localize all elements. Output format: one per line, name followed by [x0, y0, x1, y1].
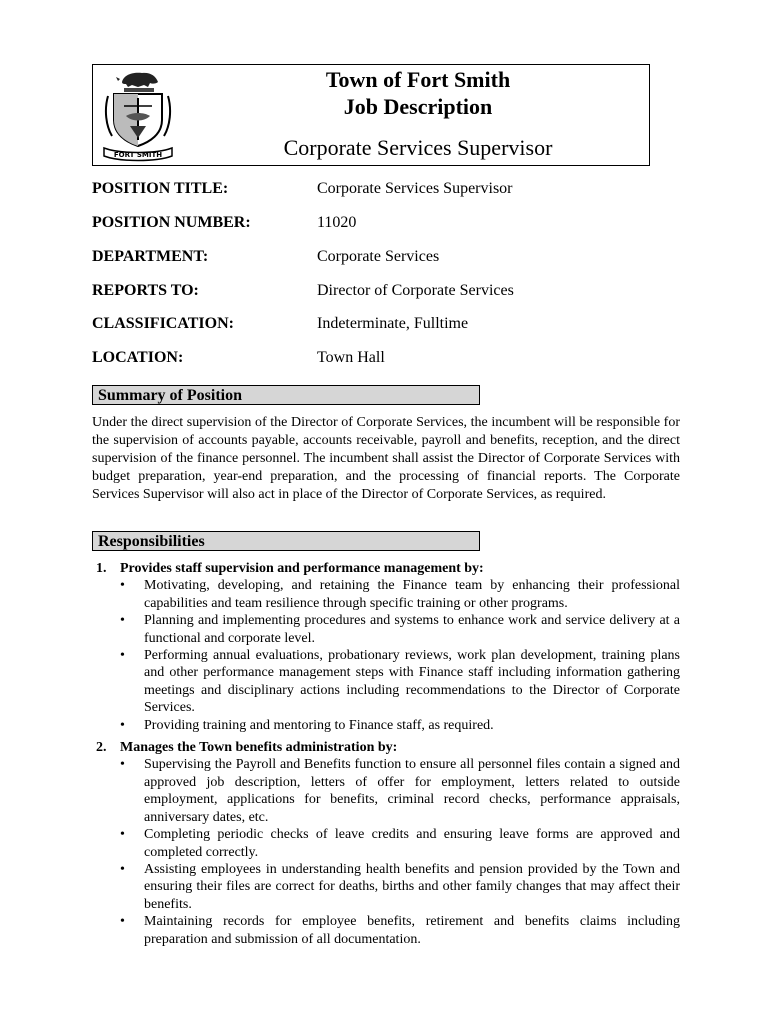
list-item-text: Completing periodic checks of leave credits and ensuring leave forms are approved and completed correctly.: [144, 827, 680, 860]
field-value: 11020: [317, 214, 357, 231]
bullet-list: [92, 756, 680, 947]
bullet-icon: •: [120, 757, 125, 773]
bullet-icon: •: [120, 914, 125, 930]
list-item: [120, 913, 680, 948]
field-department: [92, 248, 692, 270]
group-title: Provides staff supervision and performance management by:: [120, 561, 484, 576]
bullet-icon: •: [120, 613, 125, 629]
list-item-text: Providing training and mentoring to Finance staff, as required.: [144, 717, 494, 733]
field-location: [92, 349, 692, 371]
field-position-title: [92, 180, 692, 202]
document-type: Job Description: [343, 94, 493, 119]
list-item-text: Motivating, developing, and retaining the Finance team by enhancing their professional capabilities and team resilience through specific training or other programs.: [144, 578, 680, 611]
list-item: [120, 717, 680, 734]
field-label: LOCATION:: [92, 349, 184, 366]
crest-motto: FORT SMITH: [113, 151, 163, 159]
field-value: Corporate Services: [317, 248, 440, 265]
summary-text: Under the direct supervision of the Director of Corporate Services, the incumbent will be responsible for the supervision of accounts payable, accounts receivable, payroll and benefits, reception, and the direct supervision of the finance personnel. The incumbent shall assist the Director of Corporate Services with budget preparation, year-end preparation, and the processing of financial reports. The Corporate Services Supervisor will also act in place of the Director of Corporate Services, as required.: [92, 415, 680, 502]
field-label: DEPARTMENT:: [92, 248, 209, 265]
list-item-text: Performing annual evaluations, probationary reviews, work plan development, training plans and other performance management steps with Finance staff including information gathering meetings and disciplinary actions including recommendations to the Director of Corporate Services.: [144, 648, 680, 716]
group-heading: [92, 739, 680, 756]
field-label: POSITION NUMBER:: [92, 214, 251, 231]
field-position-number: [92, 214, 692, 236]
responsibility-group: [92, 560, 680, 734]
list-item-text: Planning and implementing procedures and systems to enhance work and service delivery at a functional and corporate level.: [144, 613, 680, 646]
organization-name: Town of Fort Smith: [325, 67, 511, 92]
list-item: [120, 756, 680, 826]
bullet-icon: •: [120, 861, 125, 877]
bullet-list: [92, 577, 680, 734]
list-item: [120, 826, 680, 861]
list-item-text: Supervising the Payroll and Benefits function to ensure all personnel files contain a signed and approved job description, letters of offer for employment, letters related to outside employment, applications for benefits, criminal record checks, performance appraisals, anniversary dates, etc.: [144, 757, 680, 825]
field-classification: [92, 315, 692, 337]
group-number: 1.: [96, 561, 107, 576]
field-value: Corporate Services Supervisor: [317, 180, 513, 197]
bullet-icon: •: [120, 717, 125, 733]
list-item-text: Maintaining records for employee benefits, retirement and benefits claims including preparation and submission of all documentation.: [144, 914, 680, 947]
group-number: 2.: [96, 740, 107, 756]
group-title: Manages the Town benefits administration by:: [120, 740, 398, 756]
field-reports-to: [92, 282, 692, 304]
field-value: Town Hall: [317, 349, 385, 366]
header-job-title: Corporate Services Supervisor: [283, 135, 553, 160]
field-value: Director of Corporate Services: [317, 282, 514, 299]
title-block: [200, 66, 636, 161]
bullet-icon: •: [120, 827, 125, 843]
group-heading: [92, 560, 680, 577]
responsibilities-heading: Responsibilities: [92, 531, 480, 551]
responsibility-group: [92, 739, 680, 948]
field-value: Indeterminate, Fulltime: [317, 315, 469, 332]
field-label: POSITION TITLE:: [92, 180, 229, 197]
list-item: [120, 861, 680, 913]
responsibilities-list: [92, 560, 680, 953]
summary-heading: Summary of Position: [92, 385, 480, 405]
list-item: [120, 647, 680, 717]
list-item: [120, 577, 680, 612]
list-item-text: Assisting employees in understanding health benefits and pension provided by the Town and ensuring their files are correct for deaths, births and other family changes that may affect their benefits.: [144, 861, 680, 912]
bullet-icon: •: [120, 648, 125, 664]
field-label: REPORTS TO:: [92, 282, 199, 299]
town-crest-logo: [100, 66, 176, 162]
list-item: [120, 612, 680, 647]
field-label: CLASSIFICATION:: [92, 315, 234, 332]
bullet-icon: •: [120, 578, 125, 594]
